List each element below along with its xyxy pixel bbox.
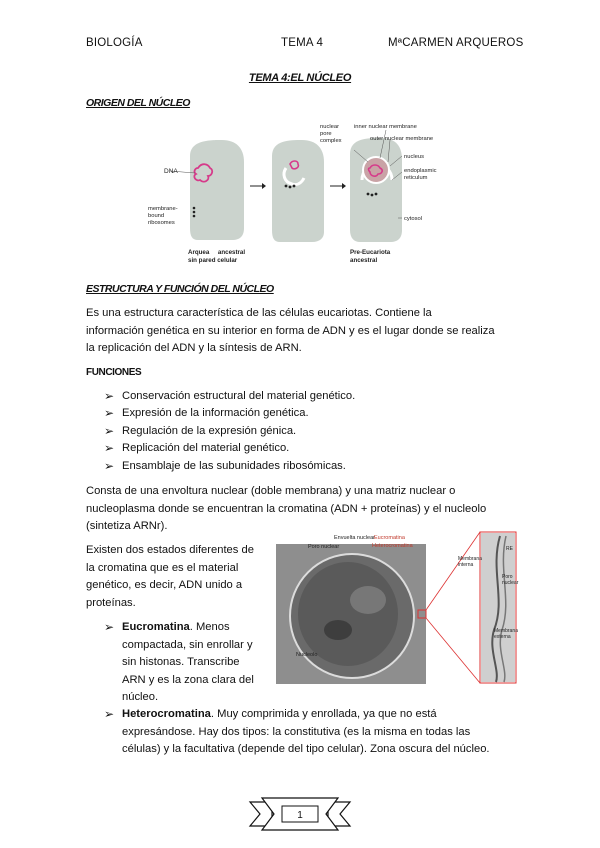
states-line: proteínas. (86, 596, 136, 609)
label-envoltura: Envuelta nuclear (334, 535, 375, 541)
arrow-bullet-icon: ➢ (104, 406, 115, 421)
header-author: MªCARMEN ARQUEROS (388, 37, 524, 49)
label-re: RE (506, 546, 513, 552)
label-membrana-externa-2: externa (494, 634, 511, 640)
label-outer-membrane: outer nuclear membrane (370, 136, 434, 142)
label-membrana-interna: Membrana (458, 556, 482, 562)
arrow-bullet-icon: ➢ (104, 458, 115, 473)
list-item: ➢ Ensamblaje de las subunidades ribosómicas. (104, 458, 355, 475)
label-nucleus: nucleus (404, 154, 424, 160)
states-line: la cromatina que es el material (86, 561, 239, 574)
label-complex: complex (320, 138, 342, 144)
states-paragraph (86, 542, 266, 612)
label-nuclear: nuclear (320, 124, 340, 130)
functions-heading: FUNCIONES (86, 367, 142, 378)
label-inner-membrane: inner nuclear membrane (354, 124, 417, 130)
states-line: genético, es decir, ADN unido a (86, 579, 243, 591)
label-nucleolo: Nucleolo (296, 652, 318, 658)
intro-paragraph (86, 305, 516, 358)
label-pre-eucariota-sub: ancestral (350, 257, 378, 264)
heterochromatin-term: Heterocromatina (122, 708, 211, 720)
label-pore: pore (320, 131, 332, 137)
envelope-line: Consta de una envoltura nuclear (doble membrana) y una matriz nuclear o (86, 485, 456, 497)
section-origin-heading: ORIGEN DEL NÚCLEO (86, 97, 190, 109)
label-ribosomes: ribosomes (148, 220, 175, 226)
label-membrana-interna-2: interna (458, 562, 474, 568)
label-membrana-externa: Membrana (494, 628, 518, 634)
envelope-line: nucleoplasma donde se encuentran la cromatina (ADN + proteínas) y el nucleolo (86, 502, 487, 515)
list-item: ➢ Conservación estructural del material genético. (104, 388, 355, 405)
header-topic: TEMA 4 (281, 37, 324, 49)
label-cytosol: cytosol (404, 216, 423, 222)
label-er2: reticulum (404, 175, 428, 181)
label-bound: bound (148, 213, 165, 219)
nucleus-origin-figure (140, 118, 450, 276)
states-line: Existen dos estados diferentes de (86, 544, 254, 556)
page-title: TEMA 4:EL NÚCLEO (248, 72, 352, 84)
list-item: ➢ Replicación del material genético. (104, 440, 355, 457)
page-number: 1 (297, 810, 303, 821)
label-arquea-sub: sin pared celular (188, 257, 238, 264)
heterochromatin-item: ➢ Heterocromatina. Muy comprimida y enrollada, ya que no está expresándose. Hay dos tipos: la constitutiva (es la misma en todas las células) y la facultativa (depende del tipo celular). Zona oscura del núcleo. (104, 707, 490, 755)
list-item: ➢ Regulación de la expresión génica. (104, 423, 355, 440)
arrow-bullet-icon: ➢ (104, 707, 115, 721)
functions-list (104, 388, 355, 475)
label-dna: DNA (164, 168, 178, 175)
arrow-bullet-icon: ➢ (104, 389, 115, 403)
intro-line: la replicación del ADN y la síntesis de ARN. (86, 342, 302, 354)
page-number-banner (248, 796, 352, 832)
label-poro-nuclear: Poro nuclear (308, 544, 340, 550)
nucleus-micrograph-figure (268, 530, 519, 685)
label-pre-eucariota: Pre-Eucariota (350, 249, 391, 256)
label-eucromatina: Eucromatina (374, 535, 405, 541)
euchromatin-item: ➢ Eucromatina. Menos compactada, sin enrollar y sin histonas. Transcribe ARN y es la zona clara del núcleo. (104, 620, 254, 703)
envelope-line: (sintetiza ARNr). (86, 520, 168, 532)
arrow-bullet-icon: ➢ (104, 423, 115, 438)
envelope-paragraph (86, 483, 516, 536)
label-poro-2b: nuclear (502, 580, 519, 586)
label-poro-2: Poro (502, 574, 513, 580)
section-structure-heading: ESTRUCTURA Y FUNCIÓN DEL NÚCLEO (86, 283, 274, 295)
arrow-bullet-icon: ➢ (104, 441, 115, 456)
label-heterocromatina: Heterocromatina (372, 543, 413, 549)
label-arquea: Arquea ancestral (188, 249, 246, 256)
euchromatin-term: Eucromatina (122, 621, 190, 633)
label-membrane-bound: membrane- (148, 206, 178, 212)
label-er1: endoplasmic (404, 168, 437, 174)
header-subject: BIOLOGÍA (86, 37, 143, 49)
intro-line: información genética en su interior en forma de ADN y es el lugar donde se realiza (86, 324, 495, 337)
intro-line: Es una estructura característica de las células eucariotas. Contiene la (86, 307, 432, 319)
arrow-bullet-icon: ➢ (104, 620, 115, 634)
list-item: ➢ Expresión de la información genética. (104, 405, 355, 422)
